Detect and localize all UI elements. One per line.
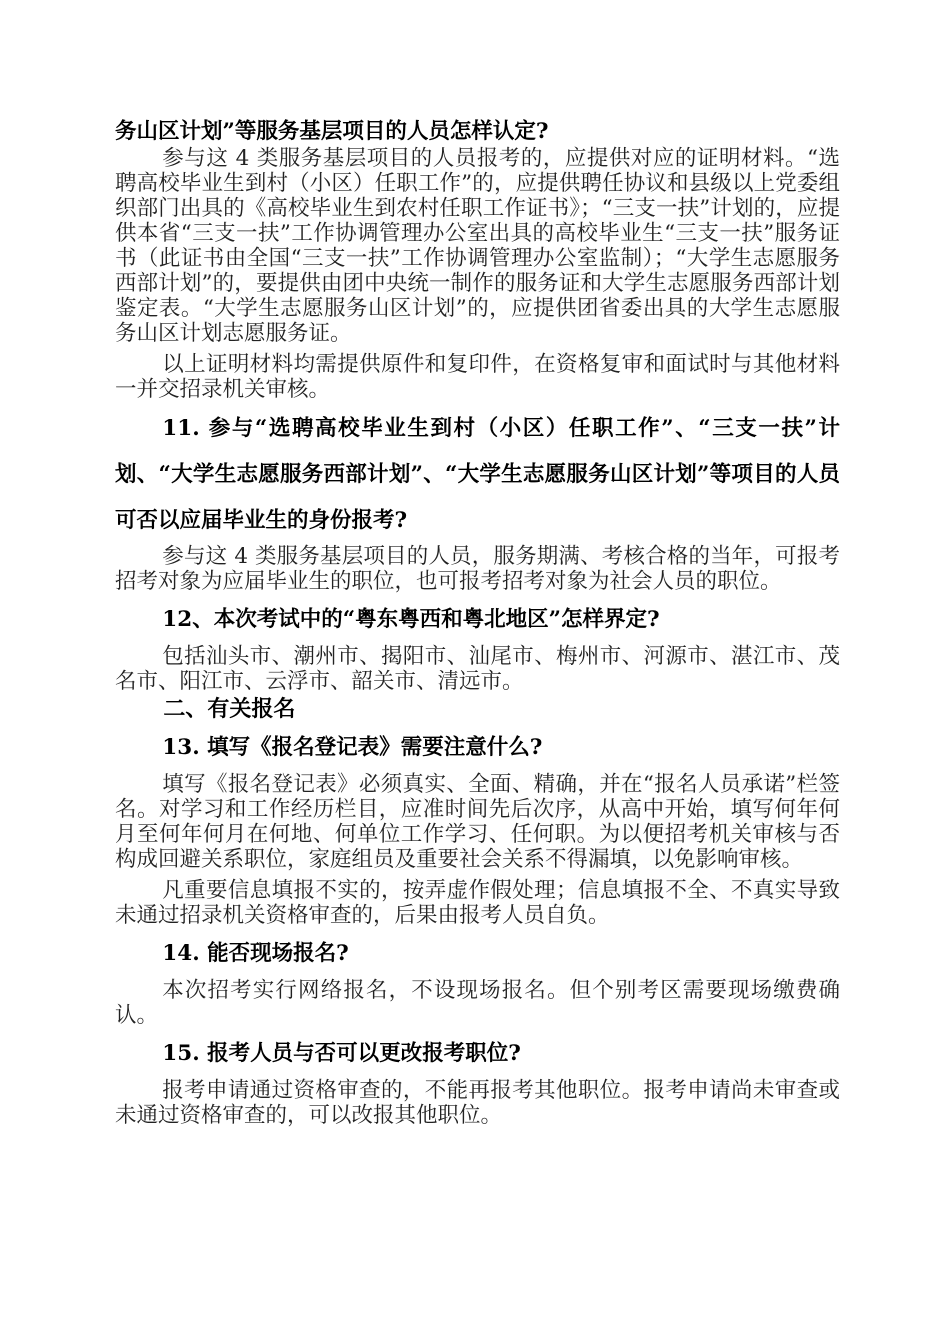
- question-14-paragraph-1: 本次招考实行网络报名，不设现场报名。但个别考区需要现场缴费确认。: [115, 978, 840, 1028]
- question-13-paragraph-1: 填写《报名登记表》必须真实、全面、精确，并在“报名人员承诺”栏签名。对学习和工作经历栏目，应准时间先后次序，从高中开始，填写何年何月至何年何月在何地、何单位工作学习、任何职。为以便招考机关审核与否构成回避关系职位，家庭组员及重要社会关系不得漏填，以免影响审核。: [115, 772, 840, 872]
- question-10-paragraph-2: 以上证明材料均需提供原件和复印件，在资格复审和面试时与其他材料一并交招录机关审核。: [115, 352, 840, 402]
- question-13-paragraph-2: 凡重要信息填报不实的，按弄虚作假处理；信息填报不全、不真实导致未通过招录机关资格审查的，后果由报考人员自负。: [115, 878, 840, 928]
- question-12-title: 12、本次考试中的“粤东粤西和粤北地区”怎样界定?: [162, 607, 660, 632]
- section-2-heading: 二、有关报名: [163, 697, 296, 722]
- question-15-title: 15. 报考人员与否可以更改报考职位?: [162, 1041, 521, 1066]
- question-14-title: 14. 能否现场报名?: [162, 941, 349, 966]
- question-11-title: 11. 参与“选聘高校毕业生到村（小区）任职工作”、“三支一扶”计划、“大学生志愿服务西部计划”、“大学生志愿服务山区计划”等项目的人员可否以应届毕业生的身份报考?: [115, 416, 840, 533]
- question-10-title-tail: 务山区计划”等服务基层项目的人员怎样认定?: [115, 119, 549, 144]
- question-10-paragraph-1: 参与这 4 类服务基层项目的人员报考的，应提供对应的证明材料。“选聘高校毕业生到村（小区）任职工作”的，应提供聘任协议和县级以上党委组织部门出具的《高校毕业生到农村任职工作证书》；“三支一扶”计划的，应提供本省“三支一扶”工作协调管理办公室出具的高校毕业生“三支一扶”服务证书（此证书由全国“三支一扶”工作协调管理办公室监制）；“大学生志愿服务西部计划”的，要提供由团中央统一制作的服务证和大学生志愿服务西部计划鉴定表。“大学生志愿服务山区计划”的，应提供团省委出具的大学生志愿服务山区计划志愿服务证。: [115, 146, 840, 346]
- question-12-paragraph-1: 包括汕头市、潮州市、揭阳市、汕尾市、梅州市、河源市、湛江市、茂名市、阳江市、云浮市、韶关市、清远市。: [115, 644, 840, 694]
- question-15-paragraph-1: 报考申请通过资格审查的，不能再报考其他职位。报考申请尚未审查或未通过资格审查的，可以改报其他职位。: [115, 1078, 840, 1128]
- document-page: [115, 118, 840, 1128]
- question-11-paragraph-1: 参与这 4 类服务基层项目的人员，服务期满、考核合格的当年，可报考招考对象为应届毕业生的职位，也可报考招考对象为社会人员的职位。: [115, 544, 840, 594]
- question-13-title: 13. 填写《报名登记表》需要注意什么?: [162, 735, 543, 760]
